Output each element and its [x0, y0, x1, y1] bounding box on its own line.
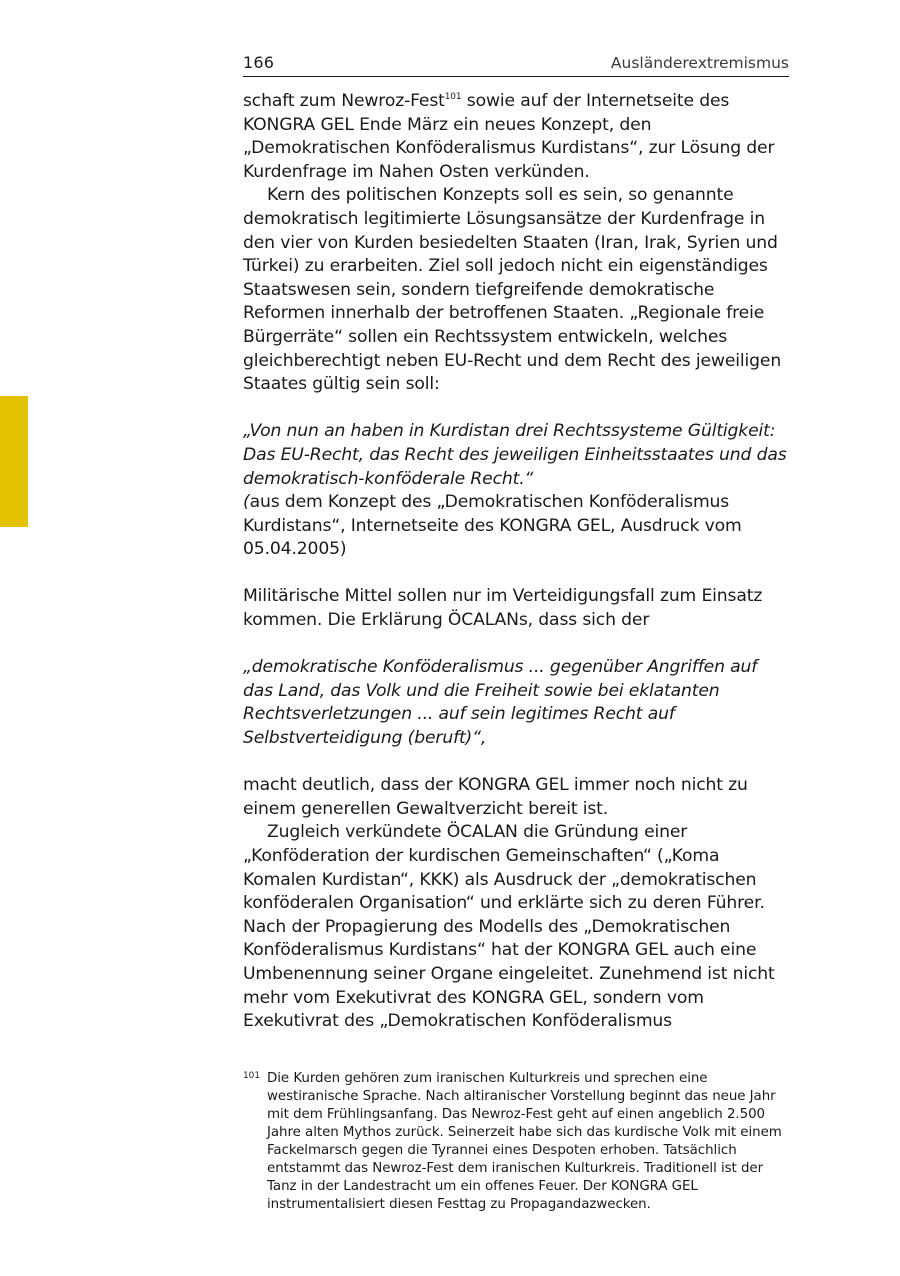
body-text: [243, 90, 789, 1034]
quote-2: „demokratische Konföderalismus ... gegenüber Angriffen auf das Land, das Volk und die Freiheit sowie bei eklatanten Rechtsverletzungen ... auf sein legitimes Recht auf Selbstverteidigung (beruft)“,: [243, 657, 758, 749]
footnote-number: 101: [243, 1071, 261, 1081]
footnote-reference[interactable]: 101: [444, 92, 462, 102]
page-number: 166: [243, 53, 275, 72]
paragraph-2: Kern des politischen Konzepts soll es sein, so genannte demokratisch legitimierte Lösungsansätze der Kurdenfrage in den vier von Kurden besiedelten Staaten (Iran, Irak, Syrien und Türkei) zu erarbeiten. Ziel soll jedoch nicht ein eigenständiges Staatswesen sein, sondern tiefgreifende demokratische Reformen innerhalb der betroffenen Staaten. „Regionale freie Bürgerräte“ sollen ein Rechtssystem entwickeln, welches gleichberechtigt neben EU-Recht und dem Recht des jeweiligen Staates gültig sein soll:: [243, 185, 782, 395]
quote-1: „Von nun an haben in Kurdistan drei Rechtssysteme Gültigkeit: Das EU-Recht, das Recht des jeweiligen Einheitsstaates und das demokratisch-konföderale Recht.“: [243, 421, 787, 489]
footnote: [243, 1070, 789, 1214]
running-title: Ausländerextremismus: [610, 54, 789, 72]
paragraph-1: schaft zum Newroz-Fest$^{101}$ sowie auf der Internetseite des KONGRA GEL Ende März ein neues Konzept, den „Demokratischen Konföderalismus Kurdistans“, zur Lösung der Kurdenfrage im Nahen Osten verkünden.: [243, 91, 775, 182]
paragraph-5: Zugleich verkündete ÖCALAN die Gründung einer „Konföderation der kurdischen Gemeinschaften“ („Koma Komalen Kurdistan“, KKK) als Ausdruck der „demokratischen konföderalen Organisation“ und erklärte sich zu deren Führer. Nach der Propagierung des Modells des „Demokratischen Konföderalismus Kurdistans“ hat der KONGRA GEL auch eine Umbenennung seiner Organe eingeleitet. Zunehmend ist nicht mehr vom Exekutivrat des KONGRA GEL, sondern vom Exekutivrat des „Demokratischen Konföderalismus: [243, 822, 775, 1032]
footnote-text: Die Kurden gehören zum iranischen Kulturkreis und sprechen eine westiranische Sprache. Nach altiranischer Vorstellung beginnt das neue Jahr mit dem Frühlingsanfang. Das Newroz-Fest geht auf einen angeblich 2.500 Jahre alten Mythos zurück. Seinerzeit habe sich das kurdische Volk mit einem Fackelmarsch gegen die Tyrannei eines Despoten erhoben. Tatsächlich entstammt das Newroz-Fest dem iranischen Kulturkreis. Traditionell ist der Tanz in der Landestracht um ein offenes Feuer. Der KONGRA GEL instrumentalisiert diesen Festtag zu Propagandazwecken.: [267, 1071, 782, 1212]
quote-1-source: (aus dem Konzept des „Demokratischen Konföderalismus Kurdistans“, Internetseite des KONGRA GEL, Ausdruck vom 05.04.2005): [243, 492, 742, 560]
running-header: [243, 52, 789, 77]
paragraph-3: Militärische Mittel sollen nur im Verteidigungsfall zum Einsatz kommen. Die Erklärung ÖCALANs, dass sich der: [243, 586, 763, 631]
paragraph-4: macht deutlich, dass der KONGRA GEL immer noch nicht zu einem generellen Gewaltverzicht bereit ist.: [243, 775, 748, 819]
chapter-marker-tab: [0, 396, 28, 527]
